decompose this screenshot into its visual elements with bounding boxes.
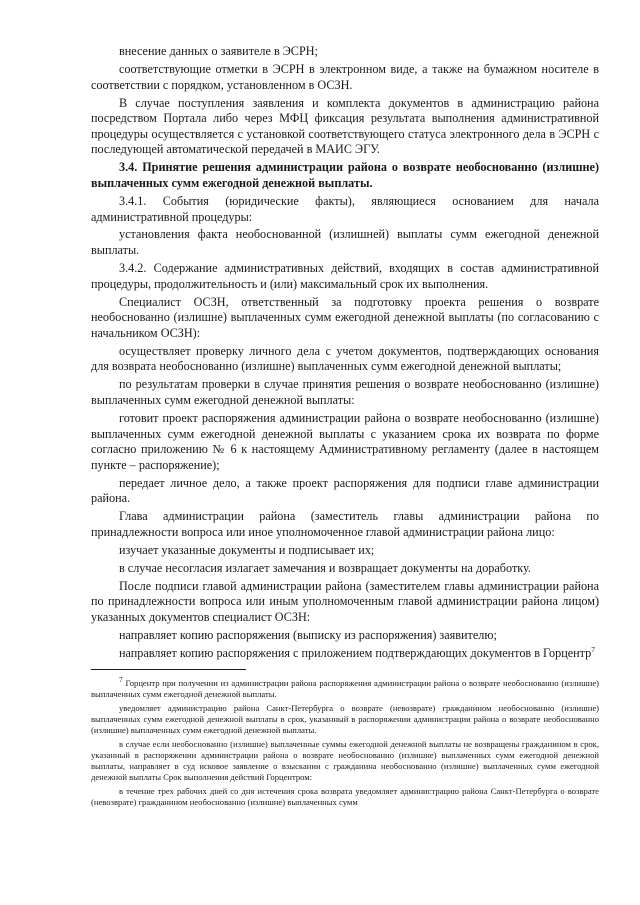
paragraph: готовит проект распоряжения администрации района о возврате необоснованно (излишне) выплаченных сумм ежегодной денежной выплаты с указанием срока их возврата по форме согласно приложению № 6 к настоящему Административному регламенту (далее в настоящем пункте – распоряжение);: [91, 410, 599, 472]
paragraph: соответствующие отметки в ЭСРН в электронном виде, а также на бумажном носителе в соответствии с порядком, установленном в ОСЗН.: [91, 61, 599, 92]
paragraph: установления факта необоснованной (излишней) выплаты сумм ежегодной денежной выплаты.: [91, 227, 599, 258]
paragraph: 3.4.2. Содержание административных действий, входящих в состав административной процедуры, продолжительность и (или) максимальный срок их выполнения.: [91, 261, 599, 291]
paragraph-text: направляет копию распоряжения с приложением подтверждающих документов в Горцентр: [119, 646, 592, 661]
footnote-text: Горцентр при получении из администрации района распоряжения администрации района о возврате необоснованно (излишне) выплаченных сумм ежегодной денежной выплаты.: [91, 678, 599, 699]
paragraph: 3.4.1. События (юридические факты), являющиеся основанием для начала административной процедуры:: [91, 193, 599, 224]
paragraph: направляет копию распоряжения (выписку из распоряжения) заявителю;: [119, 628, 497, 643]
paragraph-with-footnote-ref: [91, 646, 599, 662]
paragraph: по результатам проверки в случае принятия решения о возврате необоснованно (излишне) выплаченных сумм ежегодной денежной выплаты:: [91, 377, 599, 407]
paragraph: изучает указанные документы и подписывает их;: [119, 542, 375, 557]
footnote: в случае если необоснованно (излишне) выплаченные суммы ежегодной денежной выплаты не возвращены гражданином в срок, указанный в распоряжении администрации района о возврате необоснованно (излишне) выплаченных сумм ежегодной денежной выплаты, направляет в суд исковое заявление о взыскании с гражданина необоснованно (излишне) выплаченных сумм ежегодной денежной выплаты Срок выполнения действий Горцентром:: [91, 739, 599, 782]
footnote: в течение трех рабочих дней со дня истечения срока возврата уведомляет администрацию района Санкт-Петербурга о возврате (невозврате) гражданином необоснованно (излишне) выплаченных сумм: [91, 786, 599, 807]
paragraph: осуществляет проверку личного дела с учетом документов, подтверждающих основания для возврата необоснованно (излишне) выплаченных сумм ежегодной денежной выплаты;: [91, 343, 599, 374]
paragraph: Глава администрации района (заместитель главы администрации района по принадлежности вопроса или иное уполномоченное главой администрации района лицо:: [91, 509, 599, 539]
footnotes: [91, 675, 599, 811]
footnote: уведомляет администрацию района Санкт-Петербурга о возврате (невозврате) гражданином необоснованно (излишне) выплаченных сумм ежегодной денежной выплаты в срок, указанный в распоряжении администрации района о возврате необоснованно (излишне) выплаченных сумм ежегодной денежной выплаты.: [91, 703, 599, 735]
paragraph: в случае несогласия излагает замечания и возвращает документы на доработку.: [119, 560, 531, 575]
document-body: [91, 44, 599, 664]
footnote: [91, 675, 599, 700]
paragraph: Специалист ОСЗН, ответственный за подготовку проекта решения о возврате необоснованно (излишне) выплаченных сумм ежегодной денежной выплаты (по согласованию с начальником ОСЗН):: [91, 294, 599, 340]
paragraph: передает личное дело, а также проект распоряжения для подписи главе администрации района.: [91, 475, 599, 506]
paragraph: После подписи главой администрации района (заместителем главы администрации района по принадлежности вопроса или иным уполномоченным главой администрации района лицом) указанных документов специалист ОСЗН:: [91, 578, 599, 625]
footnote-marker: 7: [119, 675, 123, 685]
footnote-separator: [91, 669, 246, 670]
footnote-reference[interactable]: 7: [591, 644, 595, 654]
section-heading: 3.4. Принятие решения администрации района о возврате необоснованно (излишне) выплаченных сумм ежегодной денежной выплаты.: [91, 160, 599, 190]
paragraph: В случае поступления заявления и комплекта документов в администрацию района посредством Портала либо через МФЦ фиксация результата выполнения административной процедуры осуществляется с установкой соответствующего статуса электронного дела в ЭСРН с последующей автоматической передачей в МАИС ЭГУ.: [91, 95, 599, 157]
paragraph: внесение данных о заявителе в ЭСРН;: [119, 44, 318, 58]
